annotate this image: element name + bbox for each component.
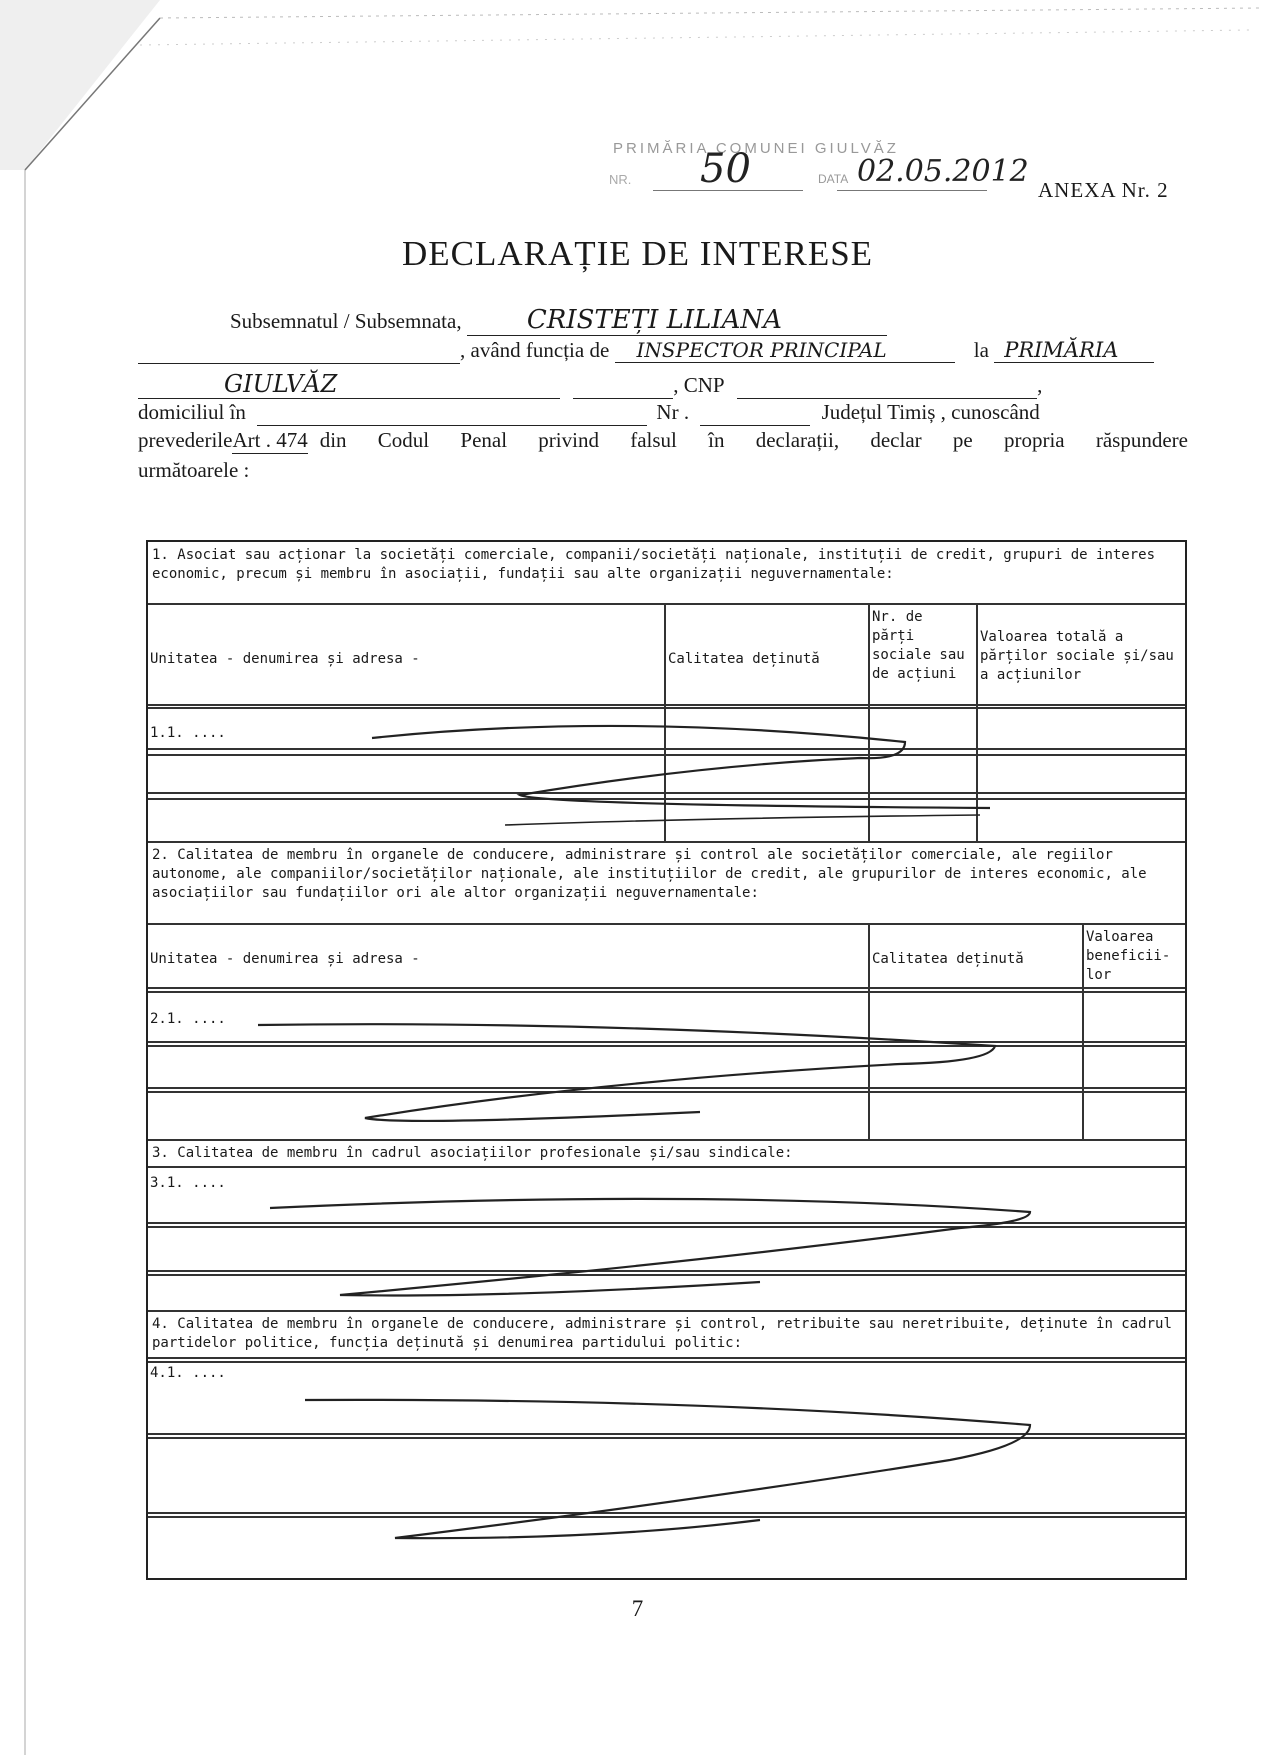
intro-line-1 xyxy=(230,305,887,336)
domiciliu-label: domiciliul în xyxy=(138,400,246,424)
s2-col-unit: Unitatea - denumirea și adresa - xyxy=(150,951,420,967)
page-title: DECLARAȚIE DE INTERESE xyxy=(401,234,874,273)
urmatoarele-label: următoarele : xyxy=(138,458,250,482)
institution-value: PRIMĂRIA xyxy=(994,338,1154,363)
stamp-data-label: DATA xyxy=(818,172,849,186)
s2-row-1: 2.1. .... xyxy=(150,1011,226,1027)
s2-col-valoare: Valoarea beneficii-lor xyxy=(1086,929,1171,983)
s2-col-calitate: Calitatea deținută xyxy=(872,951,1024,967)
address-field xyxy=(257,400,647,426)
locality-value: GIULVĂZ xyxy=(138,370,560,399)
s1-col-calitate: Calitatea deținută xyxy=(668,651,820,667)
cnp-field xyxy=(737,373,1037,399)
s1-row-1: 1.1. .... xyxy=(150,725,226,741)
blank-field xyxy=(573,373,673,399)
section-3-heading: 3. Calitatea de membru în cadrul asociațiilor profesionale și/sau sindicale: xyxy=(152,1145,793,1161)
la-label: la xyxy=(973,338,989,362)
stamp-nr-label: NR. xyxy=(609,172,632,187)
blank-field xyxy=(138,338,460,364)
article-reference: Art . 474 xyxy=(232,428,308,452)
registration-stamp xyxy=(605,132,1029,202)
s4-row-1: 4.1. .... xyxy=(150,1365,226,1381)
address-nr-label: Nr . xyxy=(656,400,690,424)
prevederile-label: prevederile xyxy=(138,428,233,452)
cnp-label: , CNP xyxy=(673,373,724,397)
declarant-name: CRISTEȚI LILIANA xyxy=(467,305,887,336)
intro-line-2 xyxy=(138,338,1154,364)
codul-penal-text: din Codul Penal privind falsul în declarații, declar pe propria răspundere xyxy=(319,428,1188,452)
section-4-heading: 4. Calitatea de membru în organele de conducere, administrare și control, retribuite sau neretribuite, deținute în cadrul partidelor politice, funcția deținută și denumirea partidului politic: xyxy=(152,1316,1172,1351)
s1-col-nr-parti: Nr. de părți sociale sau de acțiuni xyxy=(872,609,965,682)
s3-row-1: 3.1. .... xyxy=(150,1175,226,1191)
intro-line-3: GIULVĂZ , CNP , xyxy=(138,370,1042,399)
stamp-date-line xyxy=(837,190,987,191)
section-2-heading: 2. Calitatea de membru în organele de conducere, administrare și control ale societăților comerciale, ale regiilor autonome, ale companiilor/societăților naționale, ale instituțiilor de credit, ale grupurilor de interes economic, ale asociațiilor sau fundațiilor ori ale altor organizații neguvernamentale: xyxy=(152,847,1147,901)
intro-line-5 xyxy=(138,428,1188,454)
s1-col-valoare: Valoarea totală a părților sociale și/sau a acțiunilor xyxy=(980,629,1174,683)
annex-label: ANEXA Nr. 2 xyxy=(1038,178,1169,202)
address-nr-field xyxy=(700,400,810,426)
function-value: INSPECTOR PRINCIPAL xyxy=(615,338,955,363)
stamp-title: PRIMĂRIA COMUNEI GIULVĂZ xyxy=(613,140,899,157)
s1-col-unit: Unitatea - denumirea și adresa - xyxy=(150,651,420,667)
judet-text: Județul Timiș , cunoscând xyxy=(821,400,1040,424)
stamp-nr-value: 50 xyxy=(700,146,751,192)
page-number: 7 xyxy=(631,1596,644,1621)
subsemnatul-label: Subsemnatul / Subsemnata, xyxy=(230,309,462,333)
section-1-heading: 1. Asociat sau acționar la societăți comerciale, companii/societăți naționale, instituții de credit, grupuri de interes economic, precum și membru în asociații, fundații sau alte organizații neguvernamentale: xyxy=(152,547,1156,582)
intro-line-4 xyxy=(138,400,1040,426)
stamp-date-value: 02.05.2012 xyxy=(857,154,1029,189)
avand-label: , având funcția de xyxy=(460,338,610,362)
interests-form-table xyxy=(146,540,1187,1580)
